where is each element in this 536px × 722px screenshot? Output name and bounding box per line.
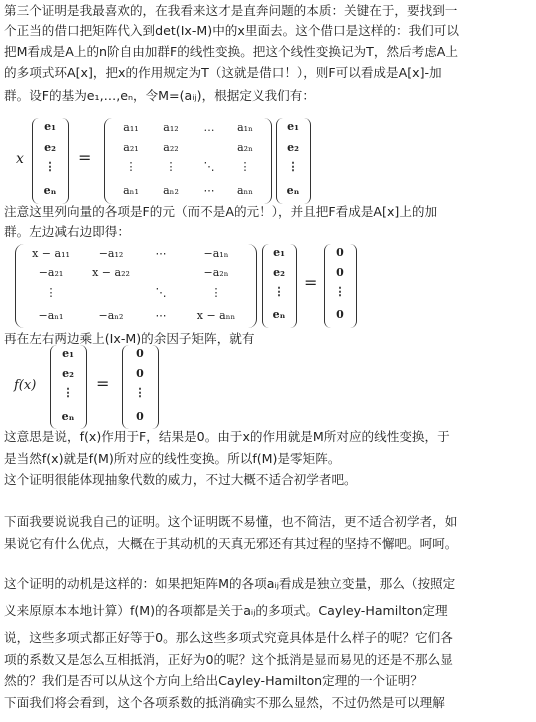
equals-sign: = — [96, 374, 110, 393]
matrix-cell: ⋮ — [210, 286, 222, 299]
right-paren — [62, 118, 69, 204]
text-line: 群。左边减右边即得： — [4, 224, 130, 239]
matrix-cell: a₁ₙ — [237, 121, 253, 134]
matrix-cell: a₂₂ — [163, 141, 179, 154]
zero-entry: ⋮ — [334, 285, 346, 298]
equals-sign: = — [78, 148, 92, 167]
matrix-cell: aₙₙ — [236, 184, 254, 197]
matrix-cell: aₙ₂ — [163, 184, 179, 197]
eq3-lhs: f(x) — [14, 378, 37, 393]
vector-entry: eₙ — [272, 308, 286, 321]
vector-entry: ⋮ — [273, 285, 285, 298]
zero-entry: ⋮ — [134, 386, 146, 399]
matrix-cell: aₙ₁ — [123, 184, 139, 197]
right-paren — [304, 118, 311, 204]
matrix-cell: ⋱ — [155, 286, 167, 299]
text-line: 说，这些多项式都正好等于0。那么这些多项式究竟具体是什么样子的呢？它们各 — [4, 630, 453, 645]
matrix-cell: x − a₁₁ — [32, 247, 70, 260]
matrix-cell: x − a₂₂ — [92, 266, 130, 279]
text-line: 群。设F的基为e₁,…,eₙ，令M=(aᵢⱼ)，根据定义我们有： — [4, 88, 315, 103]
vector-entry: e₁ — [287, 120, 299, 133]
text-line: 下面我要说说我自己的证明。这个证明既不易懂，也不简洁，更不适合初学者，如 — [4, 514, 458, 529]
text-line: 义来原原本本地计算）f(M)的各项都是关于aᵢⱼ的多项式。Cayley-Hamilton定理 — [4, 603, 448, 618]
matrix-cell: −aₙ₁ — [38, 309, 64, 322]
matrix-cell: … — [203, 121, 215, 134]
vector-entry: e₂ — [273, 266, 285, 279]
text-line: 这个证明的动机是这样的：如果把矩阵M的各项aᵢⱼ看成是独立变量，那么（按照定 — [4, 576, 456, 591]
zero-entry: 0 — [336, 266, 344, 279]
text-line: 果说它有什么优点，大概在于其动机的天真无邪还有其过程的坚持不懈吧。呵呵。 — [4, 536, 458, 551]
matrix-cell: ⋮ — [239, 160, 251, 173]
text-line: 这意思是说，f(x)作用于F，结果是0。由于x的作用就是M所对应的线性变换，于 — [4, 429, 450, 444]
matrix-cell: −aₙ₂ — [98, 309, 124, 322]
left-paren — [15, 244, 24, 328]
right-paren — [80, 345, 87, 429]
matrix-cell: ⋱ — [203, 160, 215, 173]
vector-entry: e₁ — [273, 246, 285, 259]
vector-entry: e₂ — [62, 367, 74, 380]
matrix-cell: −a₂ₙ — [203, 266, 229, 279]
vector-entry: e₂ — [287, 141, 299, 154]
vector-entry: e₂ — [44, 141, 56, 154]
right-paren — [152, 345, 159, 429]
right-paren — [290, 244, 297, 328]
text-line: 然的？我们是否可以从这个方向上给出Cayley-Hamilton定理的一个证明？ — [4, 673, 423, 688]
text-line: 把M看成是A上的n阶自由加群F的线性变换。把这个线性变换记为T，然后考虑A上 — [4, 44, 459, 59]
vector-entry: e₁ — [44, 120, 56, 133]
matrix-cell: x − aₙₙ — [196, 309, 236, 322]
vector-entry: eₙ — [43, 184, 57, 197]
vector-entry: ⋮ — [44, 160, 56, 173]
equals-sign: = — [304, 273, 318, 292]
zero-entry: 0 — [136, 410, 144, 423]
zero-entry: 0 — [336, 308, 344, 321]
matrix-cell: −a₂₁ — [38, 266, 64, 279]
matrix-cell: −a₁ₙ — [203, 247, 229, 260]
matrix-cell: ⋯ — [155, 247, 167, 260]
matrix-cell: a₁₂ — [163, 121, 179, 134]
zero-entry: 0 — [336, 246, 344, 259]
matrix-cell: ⋯ — [203, 184, 215, 197]
eq1-lhs: x — [16, 151, 24, 167]
text-line: 注意这里列向量的各项是F的元（而不是A的元！），并且把F看成是A[x]上的加 — [4, 204, 438, 219]
zero-entry: 0 — [136, 347, 144, 360]
text-line: 这个证明很能体现抽象代数的威力，不过大概不适合初学者吧。 — [4, 472, 357, 487]
right-paren — [264, 118, 272, 204]
text-line: 下面我们将会看到，这个各项系数的抵消确实不那么显然，不过仍然是可以理解 — [4, 695, 445, 710]
matrix-cell: ⋯ — [155, 309, 167, 322]
vector-entry: e₁ — [62, 347, 74, 360]
left-paren — [104, 118, 112, 204]
vector-entry: eₙ — [61, 410, 75, 423]
vector-entry: ⋮ — [287, 160, 299, 173]
text-line: 项的系数又是怎么互相抵消，正好为0的呢？这个抵消是显而易见的还是不那么显 — [4, 652, 453, 667]
vector-entry: ⋮ — [62, 386, 74, 399]
matrix-cell: ⋮ — [165, 160, 177, 173]
matrix-cell: ⋮ — [45, 286, 57, 299]
text-line: 个正当的借口把矩阵代入到det(Ix-M)中的x里面去。这个借口是这样的：我们可以 — [4, 23, 459, 38]
matrix-cell: ⋮ — [125, 160, 137, 173]
right-paren — [248, 244, 257, 328]
right-paren — [350, 244, 357, 328]
matrix-cell: a₂ₙ — [237, 141, 253, 154]
text-line: 是当然f(x)就是f(M)所对应的线性变换。所以f(M)是零矩阵。 — [4, 451, 341, 466]
matrix-cell: a₁₁ — [123, 121, 139, 134]
matrix-cell: −a₁₂ — [98, 247, 124, 260]
vector-entry: eₙ — [286, 184, 300, 197]
text-line: 的多项式环A[x]，把x的作用规定为T（这就是借口！），则F可以看成是A[x]-加 — [4, 65, 442, 80]
paragraph-cofactor: 再在左右两边乘上(Ix-M)的余因子矩阵，就有 — [4, 331, 255, 346]
zero-entry: 0 — [136, 367, 144, 380]
text-line: 第三个证明是我最喜欢的，在我看来这才是直奔问题的本质：关键在于，要找到一 — [4, 3, 458, 18]
matrix-cell: a₂₁ — [123, 141, 139, 154]
